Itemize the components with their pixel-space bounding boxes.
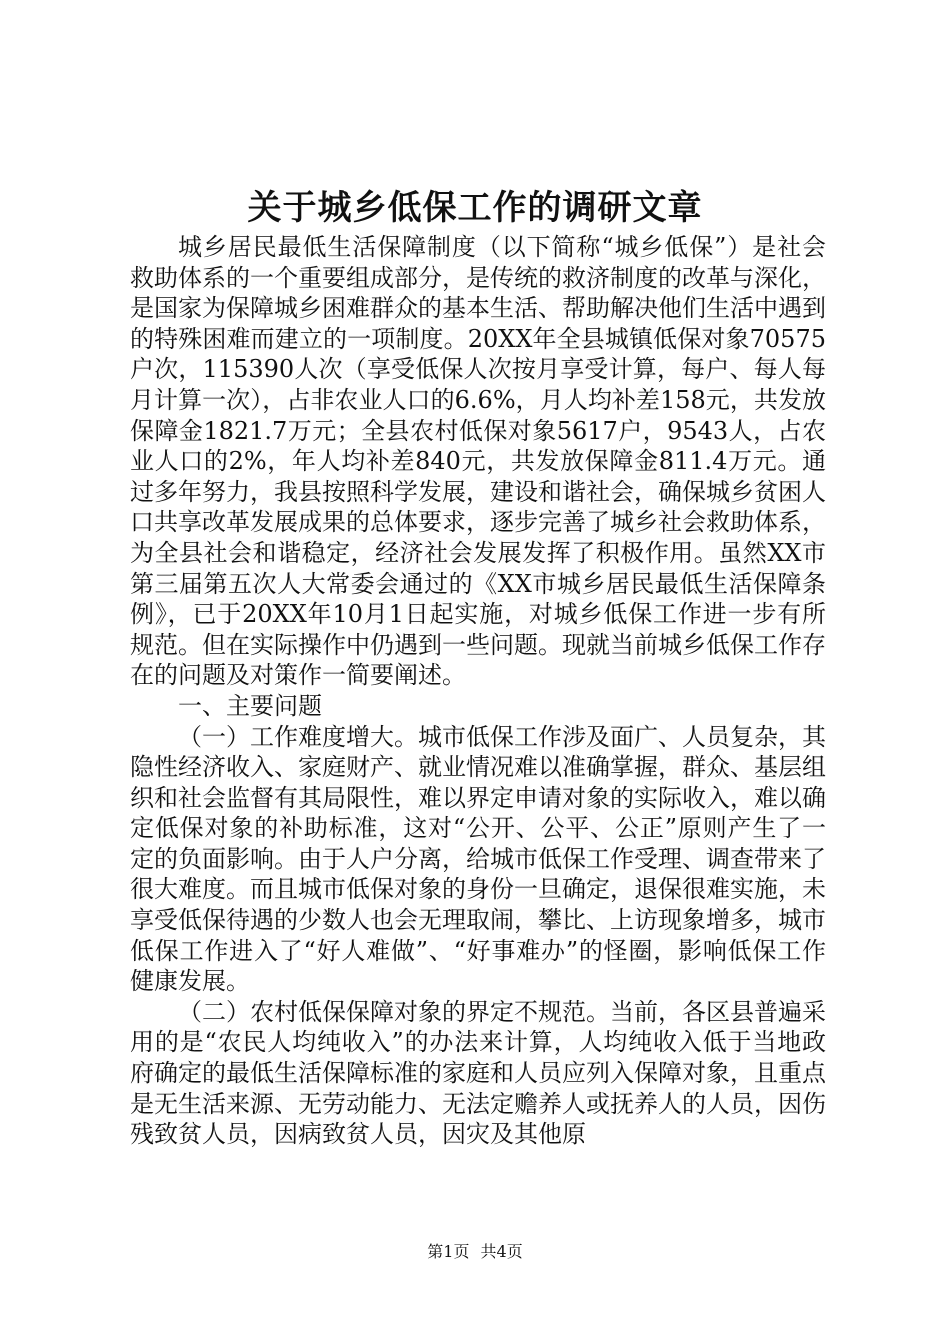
intro-paragraph: 城乡居民最低生活保障制度（以下简称“城乡低保”）是社会救助体系的一个重要组成部分，是传统的救济制度的改革与深化，是国家为保障城乡困难群众的基本生活、帮助解决他们生活中遇到的特殊困难而建立的一项制度。20XX年全县城镇低保对象70575户次，115390人次（享受低保人次按月享受计算，每户、每人每月计算一次），占非农业人口的6.6%，月人均补差158元，共发放保障金1821.7万元；全县农村低保对象5617户，9543人，占农业人口的2%，年人均补差840元，共发放保障金811.4万元。通过多年努力，我县按照科学发展，建设和谐社会，确保城乡贫困人口共享改革发展成果的总体要求，逐步完善了城乡社会救助体系，为全县社会和谐稳定，经济社会发展发挥了积极作用。虽然XX市第三届第五次人大常委会通过的《XX市城乡居民最低生活保障条例》，已于20XX年10月1日起实施，对城乡低保工作进一步有所规范。但在实际操作中仍遇到一些问题。现就当前城乡低保工作存在的问题及对策作一简要阐述。 [130,233,826,690]
page-number: 第1页 [427,1242,470,1261]
sub-paragraph-2: （二）农村低保保障对象的界定不规范。当前，各区县普遍采用的是“农民人均纯收入”的办法来计算，人均纯收入低于当地政府确定的最低生活保障标准的家庭和人员应列入保障对象，且重点是无生活来源、无劳动能力、无法定赡养人或抚养人的人员，因伤残致贫人员，因病致贫人员，因灾及其他原 [130,997,826,1149]
document-body [130,232,826,1150]
section-heading: 一、主要问题 [178,691,322,720]
page-total: 共4页 [480,1242,523,1261]
page-footer [0,1240,950,1264]
document-title: 关于城乡低保工作的调研文章 [247,188,703,228]
sub-paragraph-1: （一）工作难度增大。城市低保工作涉及面广、人员复杂，其隐性经济收入、家庭财产、就业情况难以准确掌握，群众、基层组织和社会监督有其局限性，难以界定申请对象的实际收入，难以确定低保对象的补助标准，这对“公开、公平、公正”原则产生了一定的负面影响。由于人户分离，给城市低保工作受理、调查带来了很大难度。而且城市低保对象的身份一旦确定，退保很难实施，未享受低保待遇的少数人也会无理取闹，攀比、上访现象增多，城市低保工作进入了“好人难做”、“好事难办”的怪圈，影响低保工作健康发展。 [130,722,826,996]
